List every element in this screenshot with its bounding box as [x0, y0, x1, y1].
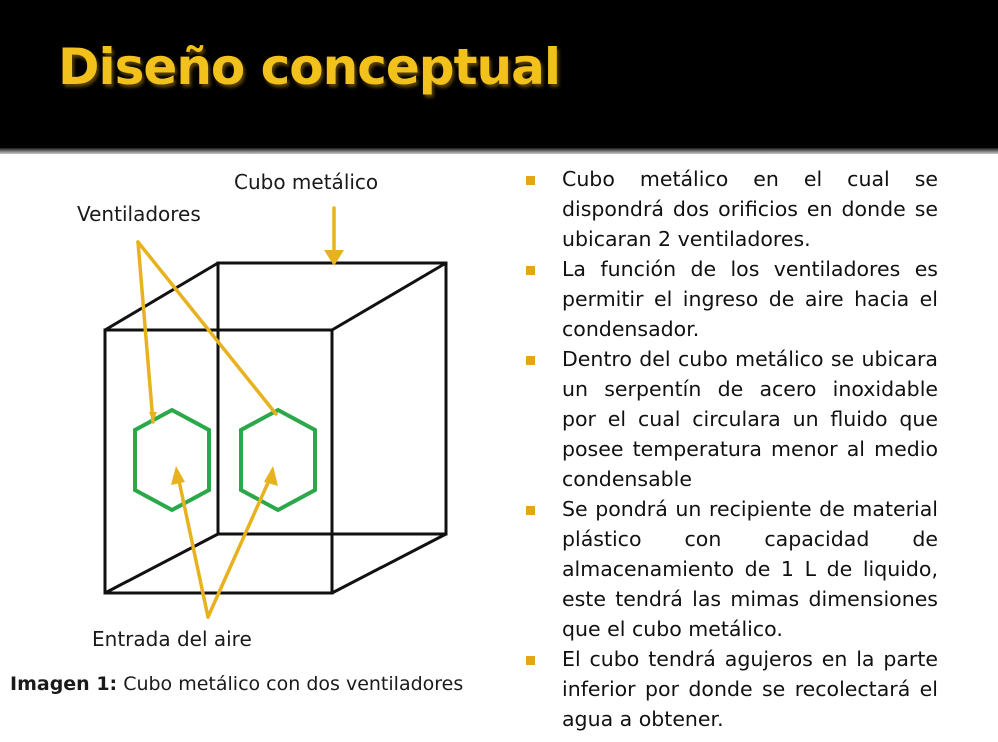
- square-bullet-icon: [526, 356, 535, 365]
- bullet-text: La función de los ventiladores es permitir el ingreso de aire hacia el condensador.: [562, 257, 938, 341]
- list-item: [522, 164, 938, 254]
- bullet-list: [522, 164, 938, 734]
- air-inlet-label: Entrada del aire: [92, 627, 252, 651]
- square-bullet-icon: [526, 266, 535, 275]
- cube-diagram: [0, 154, 520, 742]
- cube-figure: [0, 154, 520, 742]
- bullet-text: El cubo tendrá agujeros en la parte inferior por donde se recolectará el agua a obtener.: [562, 647, 938, 731]
- bullet-text: Cubo metálico en el cual se dispondrá dos orificios en donde se ubicaran 2 ventiladores.: [562, 167, 938, 251]
- cube-edge: [332, 534, 446, 593]
- air-arrow-left-head: [171, 466, 185, 485]
- cube-edge: [332, 263, 446, 330]
- cube-label: Cubo metálico: [234, 170, 379, 194]
- list-item: [522, 344, 938, 494]
- figure-caption: [10, 673, 463, 695]
- title-bar: [0, 0, 998, 148]
- bullet-text: Dentro del cubo metálico se ubicara un serpentín de acero inoxidable por el cual circulara un fluido que posee temperatura menor al medio condensable: [562, 347, 938, 491]
- bullet-text: Se pondrá un recipiente de material plástico con capacidad de almacenamiento de 1 L de liquido, este tendrá las mimas dimensiones que el cubo metálico.: [562, 497, 938, 641]
- slide-title: Diseño conceptual: [58, 38, 560, 96]
- fan-left-hexagon: [135, 410, 209, 510]
- square-bullet-icon: [526, 656, 535, 665]
- fan-right-hexagon: [241, 410, 315, 510]
- list-item: [522, 644, 938, 734]
- caption-text: Cubo metálico con dos ventiladores: [123, 673, 464, 695]
- list-item: [522, 494, 938, 644]
- square-bullet-icon: [526, 506, 535, 515]
- list-item: [522, 254, 938, 344]
- fans-pointer-left: [138, 242, 153, 422]
- fans-label: Ventiladores: [77, 202, 201, 226]
- caption-prefix: Imagen 1:: [10, 673, 118, 695]
- square-bullet-icon: [526, 176, 535, 185]
